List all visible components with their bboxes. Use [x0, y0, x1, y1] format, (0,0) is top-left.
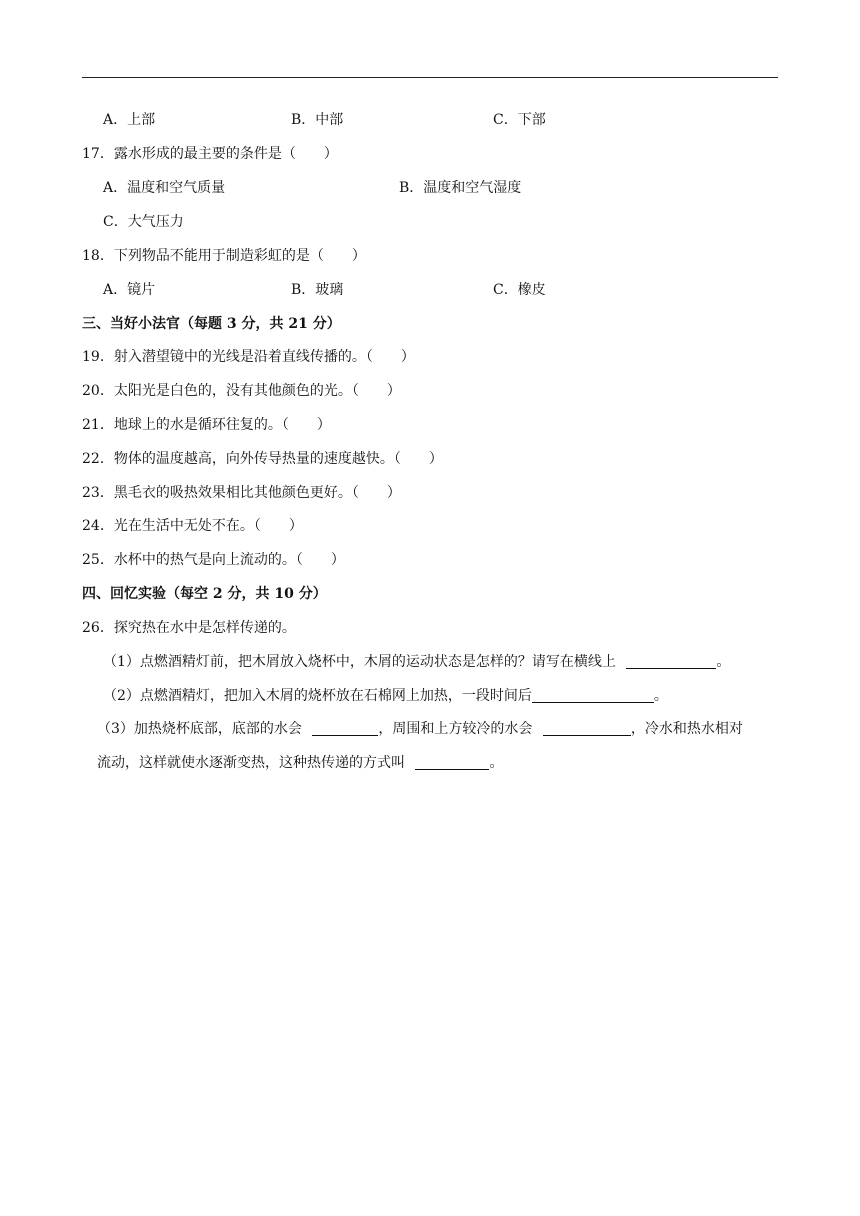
q16-option-a: A．上部: [103, 112, 156, 128]
q26-part2: [103, 686, 668, 706]
q26-stem: 26．探究热在水中是怎样传递的。: [82, 620, 296, 636]
section3-title: 三、当好小法官（每题 3 分，共 21 分）: [82, 316, 341, 332]
q26-part1-end: 。: [716, 654, 731, 670]
q26-part3-blank2[interactable]: [543, 720, 631, 736]
q24: 24．光在生活中无处不在。（ ）: [82, 518, 303, 534]
q26-part1-text: （1）点燃酒精灯前，把木屑放入烧杯中，木屑的运动状态是怎样的？请写在横线上: [103, 654, 616, 670]
q26-part3-blank1[interactable]: [312, 720, 378, 736]
q21: 21．地球上的水是循环往复的。（ ）: [82, 417, 331, 433]
q26-part3-text-c: ，冷水和热水相对: [630, 721, 743, 737]
q26-part3-text-b: ，周围和上方较冷的水会: [378, 721, 533, 737]
q26-part1: [103, 652, 730, 672]
q26-part3-end: 。: [489, 755, 504, 771]
q26-part2-blank[interactable]: [532, 687, 654, 703]
q16-option-c: C．下部: [493, 112, 546, 128]
q26-part3-line1: [97, 719, 743, 739]
q20: 20．太阳光是白色的，没有其他颜色的光。（ ）: [82, 383, 401, 399]
q26-part2-end: 。: [653, 688, 668, 704]
q26-part2-text: （2）点燃酒精灯，把加入木屑的烧杯放在石棉网上加热，一段时间后: [103, 688, 532, 704]
q19: 19．射入潜望镜中的光线是沿着直线传播的。（ ）: [82, 349, 415, 365]
q25: 25．水杯中的热气是向上流动的。（ ）: [82, 552, 345, 568]
q23: 23．黑毛衣的吸热效果相比其他颜色更好。（ ）: [82, 485, 401, 501]
q26-part1-blank[interactable]: [626, 653, 716, 669]
q26-part3-blank3[interactable]: [415, 754, 489, 770]
q16-option-b: B．中部: [291, 112, 344, 128]
section4-title: 四、回忆实验（每空 2 分，共 10 分）: [82, 586, 327, 602]
q17-option-b: B．温度和空气湿度: [399, 180, 522, 196]
q26-part3-line2: [97, 753, 503, 773]
q17-option-c: C．大气压力: [103, 214, 184, 230]
header-rule: [82, 77, 778, 78]
q17-option-a: A．温度和空气质量: [103, 180, 226, 196]
q26-part3-text-a: （3）加热烧杯底部，底部的水会: [97, 721, 302, 737]
q18-stem: 18．下列物品不能用于制造彩虹的是（ ）: [82, 248, 366, 264]
q18-option-a: A．镜片: [103, 282, 156, 298]
q22: 22．物体的温度越高，向外传导热量的速度越快。（ ）: [82, 451, 443, 467]
q18-option-b: B．玻璃: [291, 282, 344, 298]
q26-part3-text-d: 流动，这样就使水逐渐变热，这种热传递的方式叫: [97, 755, 405, 771]
q17-stem: 17．露水形成的最主要的条件是（ ）: [82, 146, 338, 162]
q18-option-c: C．橡皮: [493, 282, 546, 298]
